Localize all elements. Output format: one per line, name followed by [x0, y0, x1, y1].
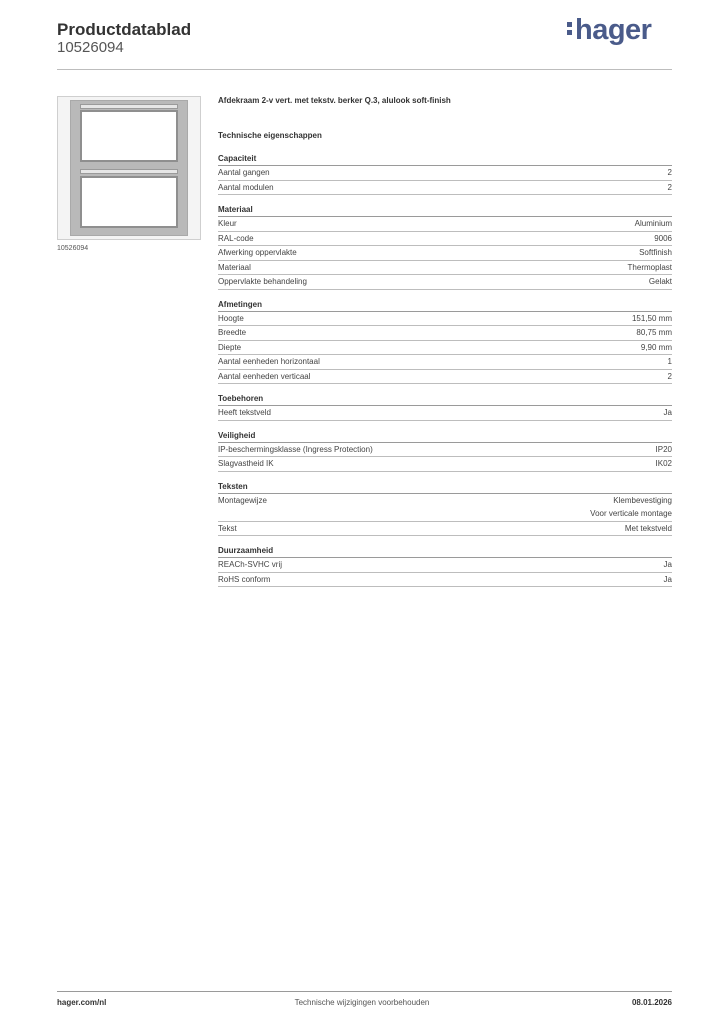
spec-label: Slagvastheid IK: [218, 459, 274, 468]
spec-label: Aantal eenheden verticaal: [218, 371, 311, 381]
spec-label: Tekst: [218, 523, 237, 533]
spec-label: Breedte: [218, 328, 247, 337]
spec-row: [218, 457, 672, 472]
spec-sections: [218, 153, 672, 587]
spec-label: Diepte: [218, 342, 242, 352]
spec-content: [218, 96, 672, 596]
section-title: Duurzaamheid: [218, 545, 672, 558]
frame-opening-top: [80, 110, 178, 162]
spec-value: [635, 217, 672, 231]
spec-label: Materiaal: [218, 262, 251, 272]
spec-value: [628, 261, 672, 275]
spec-value-line: Ja: [663, 560, 672, 569]
spec-label: Hoogte: [218, 313, 244, 323]
spec-value-line: Met tekstveld: [624, 523, 672, 533]
spec-section: [218, 299, 672, 385]
spec-section: [218, 430, 672, 472]
spec-section: [218, 393, 672, 421]
section-title: Toebehoren: [218, 393, 672, 406]
spec-row: [218, 217, 672, 232]
section-title: Veiligheid: [218, 430, 672, 443]
spec-value: [656, 457, 672, 471]
section-title: Materiaal: [218, 204, 672, 217]
spec-value-line: Gelakt: [648, 277, 672, 286]
spec-value-line: Ja: [663, 574, 672, 584]
spec-label: Oppervlakte behandeling: [218, 277, 307, 286]
spec-row: [218, 166, 672, 181]
page-title: Productdatablad: [57, 20, 192, 39]
spec-value-line: IK02: [655, 459, 672, 468]
spec-row: [218, 326, 672, 341]
spec-row: [218, 494, 672, 522]
spec-row: [218, 181, 672, 196]
spec-row: [218, 246, 672, 261]
spec-value: [654, 232, 672, 246]
spec-row: [218, 355, 672, 370]
spec-value-line: 9,90 mm: [640, 342, 672, 352]
spec-value-line: Klembevestiging: [613, 495, 672, 505]
footer-divider: [57, 991, 672, 992]
logo-text: hager: [575, 14, 652, 46]
spec-value: [668, 370, 672, 384]
spec-value-line: Thermoplast: [627, 262, 672, 272]
frame-opening-bottom: [80, 176, 178, 228]
spec-value-line: Voor verticale montage: [590, 509, 672, 518]
footer-disclaimer: Technische wijzigingen voorbehouden: [294, 998, 430, 1007]
hager-logo: [567, 14, 651, 47]
spec-label: RoHS conform: [218, 574, 271, 584]
header-divider: [57, 69, 672, 70]
label-slot-bottom: [80, 169, 178, 174]
spec-value-line: 2: [667, 168, 672, 177]
tech-heading: Technische eigenschappen: [218, 131, 322, 140]
spec-label: Aantal modulen: [218, 182, 274, 192]
frame-illustration: [70, 100, 188, 236]
spec-label: Aantal eenheden horizontaal: [218, 357, 320, 366]
spec-value-line: Ja: [663, 408, 672, 417]
spec-value: [664, 406, 672, 420]
spec-value-line: 2: [667, 371, 672, 381]
spec-value: [664, 573, 672, 587]
spec-value: [668, 181, 672, 195]
section-title: Capaciteit: [218, 153, 672, 166]
spec-section: [218, 545, 672, 587]
spec-row: [218, 232, 672, 247]
spec-value-line: 1: [667, 357, 672, 366]
spec-value: [668, 355, 672, 369]
section-title: Teksten: [218, 481, 672, 494]
product-title: Afdekraam 2-v vert. met tekstv. berker Q.3, alulook soft-finish: [218, 96, 451, 105]
spec-value: [649, 275, 672, 289]
spec-row: [218, 312, 672, 327]
spec-row: [218, 275, 672, 290]
footer-date: 08.01.2026: [631, 998, 672, 1007]
spec-section: [218, 204, 672, 290]
spec-row: [218, 443, 672, 458]
logo-dots-icon: [567, 21, 572, 37]
spec-value: [590, 494, 672, 521]
image-caption: 10526094: [57, 245, 89, 252]
spec-section: [218, 481, 672, 537]
spec-value: [656, 443, 672, 457]
spec-row: [218, 370, 672, 385]
spec-value: [632, 312, 672, 326]
spec-label: RAL-code: [218, 233, 254, 243]
spec-value: [641, 341, 672, 355]
spec-value: [668, 166, 672, 180]
spec-value: [639, 246, 672, 260]
spec-value: [625, 522, 672, 536]
spec-row: [218, 573, 672, 588]
spec-section: [218, 153, 672, 195]
spec-value-line: 9006: [654, 233, 672, 243]
spec-label: Montagewijze: [218, 495, 267, 505]
spec-row: [218, 341, 672, 356]
spec-value-line: Softfinish: [639, 248, 672, 257]
section-title: Afmetingen: [218, 299, 672, 312]
spec-label: Aantal gangen: [218, 168, 270, 177]
spec-row: [218, 261, 672, 276]
spec-label: Heeft tekstveld: [218, 408, 271, 417]
spec-row: [218, 406, 672, 421]
spec-row: [218, 522, 672, 537]
spec-row: [218, 558, 672, 573]
spec-label: Afwerking oppervlakte: [218, 248, 297, 257]
spec-value-line: 151,50 mm: [631, 313, 672, 323]
spec-value-line: 80,75 mm: [636, 328, 672, 337]
spec-label: IP-beschermingsklasse (Ingress Protection): [218, 444, 373, 454]
spec-label: REACh-SVHC vrij: [218, 560, 283, 569]
spec-value-line: Aluminium: [634, 219, 672, 228]
spec-value: [636, 326, 672, 340]
product-image: [57, 96, 201, 240]
footer-website[interactable]: hager.com/nl: [57, 998, 107, 1007]
article-number: 10526094: [57, 39, 124, 56]
spec-value: [664, 558, 672, 572]
spec-label: Kleur: [218, 219, 237, 228]
spec-value-line: 2: [667, 182, 672, 192]
label-slot-top: [80, 104, 178, 109]
spec-value-line: IP20: [655, 444, 672, 454]
